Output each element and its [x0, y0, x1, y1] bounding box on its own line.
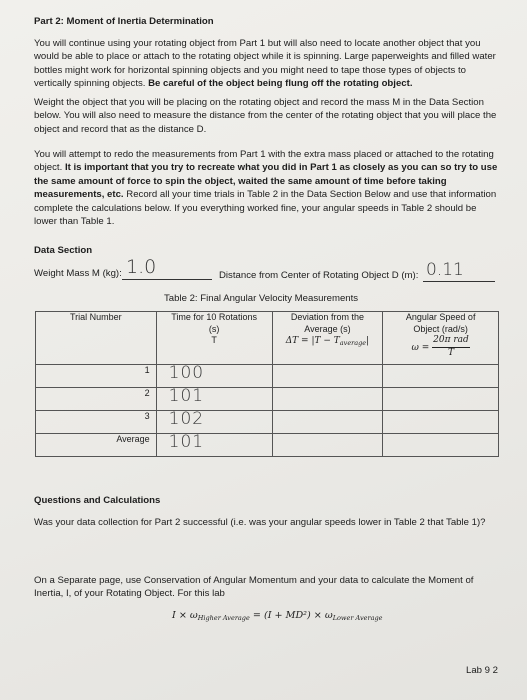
time-value: 101 [168, 432, 205, 452]
formula-subscript-lower: Lower Average [332, 614, 383, 622]
header-time-line3: T [211, 335, 217, 345]
paragraph-3 [34, 148, 500, 228]
time-value: 102 [168, 409, 205, 429]
header-angular-line2: Object (rad/s) [413, 323, 468, 334]
time-cell [156, 434, 272, 457]
header-angular-speed [383, 312, 499, 365]
deviation-cell [272, 388, 383, 411]
header-time-line2: (s) [208, 323, 220, 334]
time-cell [156, 388, 272, 411]
deviation-formula: $\Delta T = |T - T_{average}|$ [285, 336, 370, 347]
angular-velocity-table [35, 311, 499, 457]
time-cell [156, 411, 272, 434]
distance-underline [423, 281, 495, 282]
trial-cell: 1 [36, 365, 157, 388]
angular-formula-lhs: ω = [411, 342, 430, 353]
paragraph-3-intro: You will attempt to redo the measurements from Part 1 with the extra mass placed or attached to the rotating object. [34, 149, 494, 174]
header-time [156, 312, 272, 365]
table-row [36, 388, 499, 411]
table-caption: Table 2: Final Angular Velocity Measurements [164, 293, 359, 304]
angular-speed-cell [383, 434, 499, 457]
paragraph-1 [34, 37, 500, 91]
angular-speed-cell [383, 388, 499, 411]
angular-speed-cell [383, 411, 499, 434]
deviation-formula-main: ΔT = |T − T [285, 336, 340, 346]
header-time-line1: Time for 10 Rotations [171, 312, 257, 322]
header-trial-text: Trial Number [69, 312, 122, 322]
formula-left: I × ω [172, 610, 198, 621]
mass-underline [122, 279, 212, 280]
deviation-cell [272, 365, 383, 388]
deviation-cell [272, 411, 383, 434]
formula-right: = (I + MD²) × ω [249, 610, 333, 621]
deviation-formula-subscript: average [339, 339, 367, 347]
data-section-title: Data Section [34, 245, 93, 256]
paragraph-3-emphasis: It is important that you try to recreate what you did in Part 1 as closely as you can so try to use the same amount of force to spin the object, waited the same amount of time before taking measurements, etc. [34, 162, 498, 201]
time-value: 101 [168, 386, 205, 406]
time-cell [156, 365, 272, 388]
table-row [36, 411, 499, 434]
formula-subscript-higher: Higher Average [197, 614, 250, 622]
table-row [36, 365, 499, 388]
header-trial-number [36, 312, 157, 365]
angular-formula-fraction [432, 335, 470, 359]
distance-value: 0.11 [426, 260, 464, 280]
mass-label: Weight Mass M (kg): [34, 268, 122, 279]
angular-formula-numerator: 20π rad [432, 335, 470, 348]
table-header-row [36, 312, 499, 365]
header-angular-line1: Angular Speed of [405, 312, 476, 322]
trial-cell: 3 [36, 411, 157, 434]
section-heading: Part 2: Moment of Inertia Determination [34, 16, 214, 27]
header-deviation-line2: Average (s) [304, 323, 351, 334]
question-2: On a Separate page, use Conservation of Angular Momentum and your data to calculate the Moment of Inertia, I, of your Rotating Object. For this lab [34, 575, 474, 600]
table-row [36, 434, 499, 457]
angular-speed-formula [411, 335, 470, 358]
trial-cell: 2 [36, 388, 157, 411]
mass-value: 1.0 [126, 256, 157, 278]
time-value: 100 [168, 363, 205, 383]
header-deviation-line1: Deviation from the [290, 312, 364, 322]
trial-cell: Average [36, 434, 157, 457]
conservation-formula [172, 609, 382, 625]
angular-speed-cell [383, 365, 499, 388]
questions-title: Questions and Calculations [34, 495, 161, 506]
page-footer: Lab 9 2 [466, 665, 499, 676]
paragraph-1-warning: Be careful of the object being flung off the rotating object. [148, 78, 413, 90]
header-deviation [272, 312, 383, 365]
paragraph-3-instructions: Record all your time trials in Table 2 in the Data Section Below and use that information complete the calculations below. If you everything worked fine, your angular speeds in Table 2 should be lower than Table 1. [34, 189, 497, 228]
deviation-cell [272, 434, 383, 457]
question-1: Was your data collection for Part 2 successful (i.e. was your angular speeds lower in Table 2 that Table 1)? [34, 517, 486, 528]
paragraph-1-text: You will continue using your rotating object from Part 1 but will also need to locate another object that you would be able to place or attach to the rotating object while it is spinning. Large paperweights and filled water bottles might work for horizontal spinning objects and you might need to tape those types of objects to vertically spinning objects. [34, 38, 496, 90]
distance-label: Distance from Center of Rotating Object D (m): [219, 270, 419, 281]
angular-formula-denominator: T [447, 347, 454, 358]
paragraph-2: Weight the object that you will be placing on the rotating object and record the mass M in the Data Section below. You will also need to measure the distance from the center of the rotating object that you will place the object and record that as the distance D. [34, 97, 497, 135]
